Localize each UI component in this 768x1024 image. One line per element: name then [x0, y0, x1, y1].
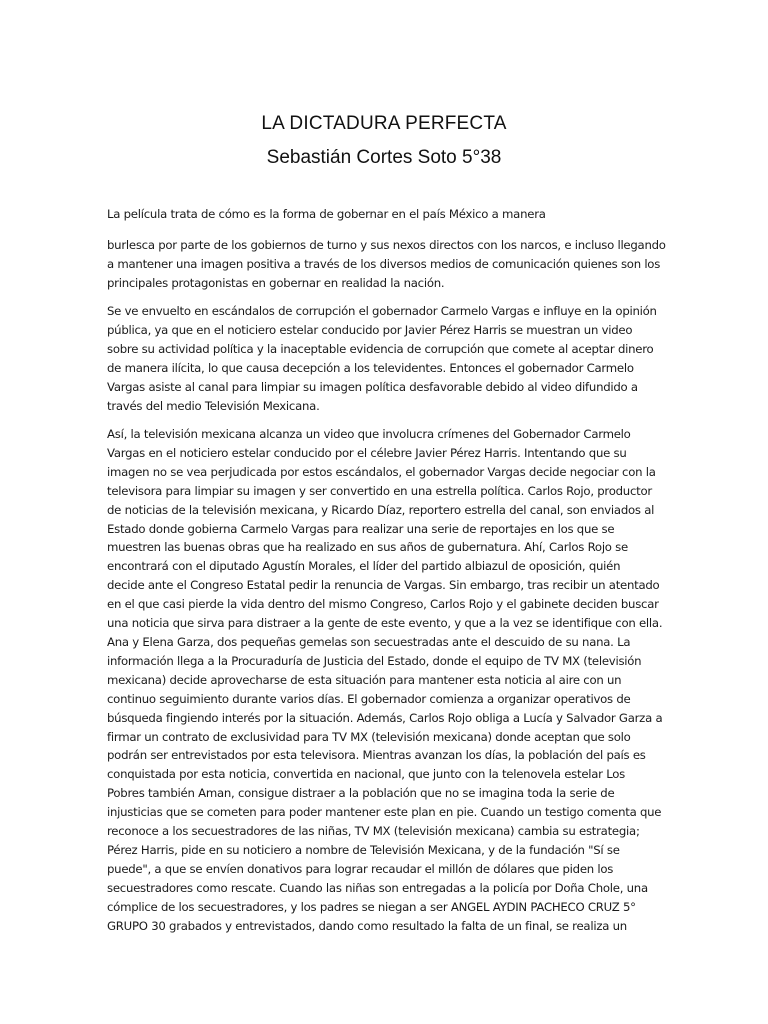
paragraph-line: Vargas asiste al canal para limpiar su imagen política desfavorable debido al video difundido a	[107, 379, 638, 394]
paragraph-1	[107, 205, 665, 224]
paragraph-line: información llega a la Procuraduría de Justicia del Estado, donde el equipo de TV MX (televisión	[107, 653, 642, 668]
paragraph-4	[107, 425, 665, 935]
paragraph-line: través del medio Televisión Mexicana.	[107, 398, 320, 413]
paragraph-line: encontrará con el diputado Agustín Morales, el líder del partido albiazul de oposición, quién	[107, 559, 621, 574]
paragraph-line: burlesca por parte de los gobiernos de turno y sus nexos directos con los narcos, e incluso llegando	[107, 238, 666, 252]
paragraph-line: de manera ilícita, lo que causa decepción a los televidentes. Entonces el gobernador Carmelo	[107, 360, 634, 375]
paragraph-line: La película trata de cómo es la forma de gobernar en el país México a manera	[107, 207, 546, 221]
paragraph-line: a mantener una imagen positiva a través de los diversos medios de comunicación quienes son los	[107, 256, 661, 271]
paragraph-line: Vargas en el noticiero estelar conducido por el célebre Javier Pérez Harris. Intentando que su	[107, 445, 627, 460]
paragraph-3	[107, 302, 665, 415]
document-title: LA DICTADURA PERFECTA	[261, 113, 507, 134]
paragraph-line: televisora para limpiar su imagen y ser convertido en una estrella política. Carlos Rojo, productor	[107, 483, 652, 498]
document-author: Sebastián Cortes Soto 5°38	[266, 147, 502, 168]
paragraph-2	[107, 236, 665, 293]
paragraph-line: reconoce a los secuestradores de las niñas, TV MX (televisión mexicana) cambia su estrategia;	[107, 824, 640, 839]
paragraph-line: podrán ser entrevistados por esta televisora. Mientras avanzan los días, la población del país es	[107, 748, 646, 763]
paragraph-line: de noticias de la televisión mexicana, y Ricardo Díaz, reportero estrella del canal, son enviados al	[107, 502, 655, 517]
paragraph-line: en el que casi pierde la vida dentro del mismo Congreso, Carlos Rojo y el gabinete deciden buscar	[107, 597, 659, 612]
paragraph-line: continuo seguimiento durante varios días. El gobernador comienza a organizar operativos de	[107, 691, 631, 706]
paragraph-line: puede", a que se envíen donativos para lograr recaudar el millón de dólares que piden los	[107, 861, 614, 876]
paragraph-line: secuestradores como rescate. Cuando las niñas son entregadas a la policía por Doña Chole, una	[107, 880, 648, 895]
paragraph-line: Pobres también Aman, consigue distraer a la población que no se imagina toda la serie de	[107, 786, 615, 801]
paragraph-line: muestren las buenas obras que ha realizado en sus años de gubernatura. Ahí, Carlos Rojo se	[107, 540, 628, 555]
paragraph-line: principales protagonistas en gobernar en realidad la nación.	[107, 275, 445, 290]
paragraph-line: Así, la televisión mexicana alcanza un video que involucra crímenes del Gobernador Carmelo	[107, 427, 631, 441]
paragraph-line: sobre su actividad política y la inaceptable evidencia de corrupción que comete al aceptar dinero	[107, 341, 654, 356]
paragraph-line: injusticias que se cometen para poder mantener este plan en pie. Cuando un testigo comenta que	[107, 805, 662, 820]
paragraph-line: imagen no se vea perjudicada por estos escándalos, el gobernador Vargas decide negociar con la	[107, 464, 656, 479]
paragraph-line: cómplice de los secuestradores, y los padres se niegan a ser ANGEL AYDIN PACHECO CRUZ 5°	[107, 899, 636, 914]
paragraph-line: decide ante el Congreso Estatal pedir la renuncia de Vargas. Sin embargo, tras recibir un atentado	[107, 578, 660, 593]
paragraph-line: búsqueda fingiendo interés por la situación. Además, Carlos Rojo obliga a Lucía y Salvador Garza a	[107, 710, 663, 725]
paragraph-line: Pérez Harris, pide en su noticiero a nombre de Televisión Mexicana, y de la fundación "Sí se	[107, 842, 620, 857]
paragraph-line: Ana y Elena Garza, dos pequeñas gemelas son secuestradas ante el descuido de su nana. La	[107, 634, 631, 649]
paragraph-line: Estado donde gobierna Carmelo Vargas para realizar una serie de reportajes en los que se	[107, 521, 615, 536]
paragraph-line: firmar un contrato de exclusividad para TV MX (televisión mexicana) donde aceptan que solo	[107, 729, 631, 744]
paragraph-line: conquistada por esta noticia, convertida en nacional, que junto con la telenovela estelar Los	[107, 767, 625, 782]
paragraph-line: pública, ya que en el noticiero estelar conducido por Javier Pérez Harris se muestran un video	[107, 322, 633, 337]
paragraph-line: mexicana) decide aprovecharse de esta situación para mantener esta noticia al aire con un	[107, 672, 622, 687]
paragraph-line: GRUPO 30 grabados y entrevistados, dando como resultado la falta de un final, se realiza un	[107, 918, 627, 933]
paragraph-line: una noticia que sirva para distraer a la gente de este evento, y que a la vez se identifique con ella.	[107, 616, 663, 631]
paragraph-line: Se ve envuelto en escándalos de corrupción el gobernador Carmelo Vargas e influye en la opinión	[107, 304, 657, 318]
